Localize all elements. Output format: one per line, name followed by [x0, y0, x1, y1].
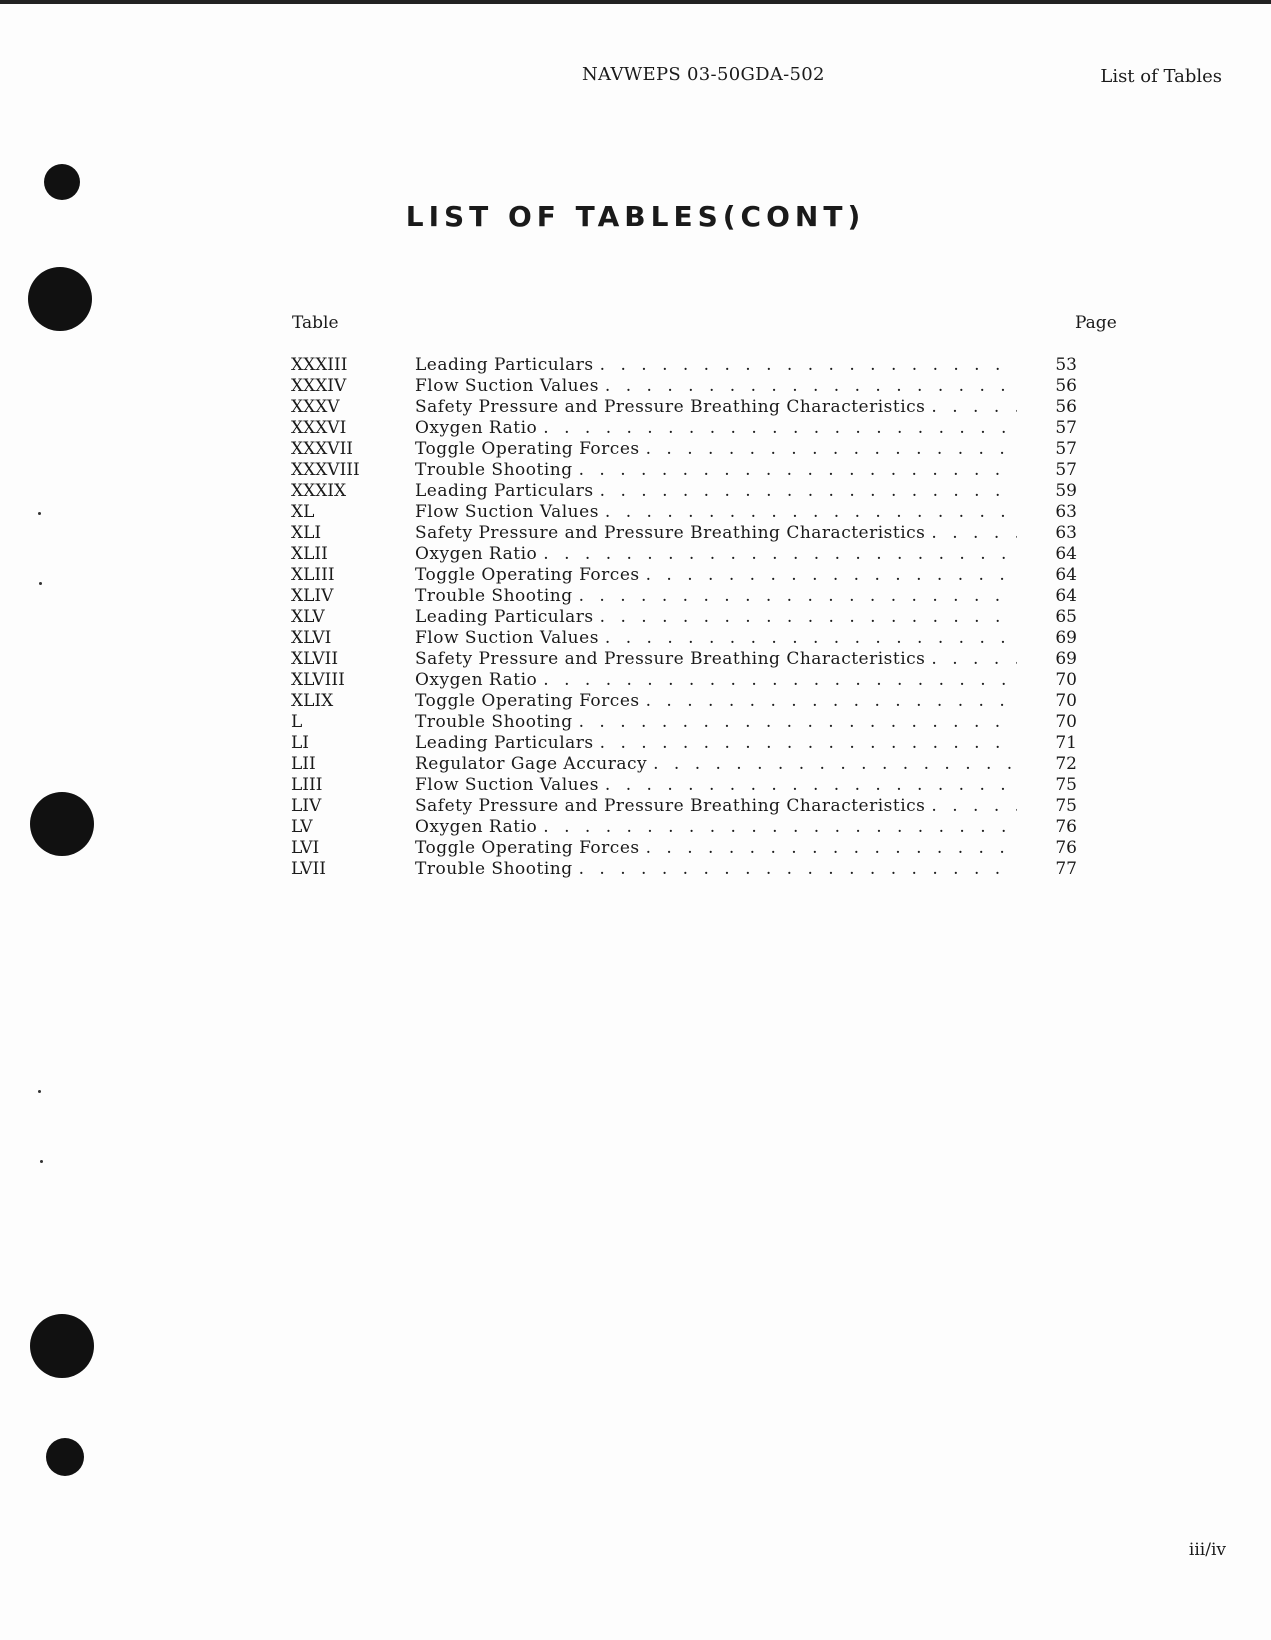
table-number: LVI — [291, 838, 320, 858]
table-title: Trouble Shooting — [415, 712, 573, 732]
dot-leader — [600, 607, 1017, 628]
dot-leader — [543, 670, 1017, 691]
table-title-cell — [415, 754, 1017, 775]
table-title: Flow Suction Values — [415, 376, 599, 396]
dot-leader — [653, 754, 1017, 775]
table-title: Toggle Operating Forces — [415, 565, 640, 585]
table-title-cell — [415, 460, 1017, 481]
table-number: LV — [291, 817, 313, 837]
table-title: Trouble Shooting — [415, 586, 573, 606]
table-number: XLVI — [291, 628, 332, 648]
table-title-cell — [415, 859, 1017, 880]
page-column-heading: Page — [1075, 313, 1117, 333]
table-number: XXXVI — [291, 418, 347, 438]
punch-hole — [44, 164, 80, 200]
dot-leader — [931, 523, 1017, 544]
table-number: XXXIX — [291, 481, 347, 501]
dot-leader — [600, 481, 1017, 502]
page-number: 70 — [1055, 670, 1077, 690]
table-number: XXXIII — [291, 355, 348, 375]
table-title-cell — [415, 481, 1017, 502]
page-number: 56 — [1055, 376, 1077, 396]
list-item — [291, 838, 1111, 859]
dot-leader — [931, 397, 1017, 418]
scan-speck — [39, 582, 42, 585]
table-title-cell — [415, 649, 1017, 670]
page-number: 77 — [1055, 859, 1077, 879]
page-number: 75 — [1055, 775, 1077, 795]
page-title: LIST OF TABLES(CONT) — [405, 200, 866, 233]
table-title-cell — [415, 418, 1017, 439]
table-number: XLV — [291, 607, 325, 627]
table-title: Flow Suction Values — [415, 502, 599, 522]
table-title-cell — [415, 817, 1017, 838]
table-title: Trouble Shooting — [415, 460, 573, 480]
list-item — [291, 439, 1111, 460]
list-item — [291, 670, 1111, 691]
top-border-rule — [0, 0, 1271, 4]
page-number: 65 — [1055, 607, 1077, 627]
table-title-cell — [415, 544, 1017, 565]
list-item — [291, 754, 1111, 775]
page-number: 76 — [1055, 817, 1077, 837]
table-title: Oxygen Ratio — [415, 670, 538, 690]
table-title-cell — [415, 796, 1017, 817]
dot-leader — [931, 649, 1017, 670]
list-item — [291, 418, 1111, 439]
list-item — [291, 397, 1111, 418]
dot-leader — [646, 565, 1017, 586]
table-title: Oxygen Ratio — [415, 418, 538, 438]
table-title: Trouble Shooting — [415, 859, 573, 879]
table-title: Safety Pressure and Pressure Breathing Characteristics — [415, 523, 926, 543]
table-title: Regulator Gage Accuracy — [415, 754, 648, 774]
list-item — [291, 607, 1111, 628]
table-number: XL — [291, 502, 315, 522]
scan-speck — [38, 1090, 41, 1093]
list-item — [291, 502, 1111, 523]
table-title-cell — [415, 691, 1017, 712]
dot-leader — [646, 439, 1017, 460]
page-number: 53 — [1055, 355, 1077, 375]
table-title: Safety Pressure and Pressure Breathing Characteristics — [415, 649, 926, 669]
page-number: 64 — [1055, 544, 1077, 564]
table-title: Toggle Operating Forces — [415, 691, 640, 711]
page-number: 64 — [1055, 565, 1077, 585]
table-title-cell — [415, 775, 1017, 796]
table-title-cell — [415, 376, 1017, 397]
dot-leader — [600, 733, 1017, 754]
list-item — [291, 628, 1111, 649]
list-item — [291, 523, 1111, 544]
dot-leader — [605, 502, 1017, 523]
table-number: LIII — [291, 775, 323, 795]
list-item — [291, 796, 1111, 817]
table-number: XLVIII — [291, 670, 345, 690]
table-title: Oxygen Ratio — [415, 817, 538, 837]
table-title-cell — [415, 712, 1017, 733]
punch-hole — [46, 1438, 84, 1476]
table-number: L — [291, 712, 303, 732]
table-title-cell — [415, 628, 1017, 649]
table-number: LVII — [291, 859, 326, 879]
dot-leader — [543, 817, 1017, 838]
table-number: XLII — [291, 544, 328, 564]
list-item — [291, 376, 1111, 397]
dot-leader — [605, 775, 1017, 796]
table-title: Toggle Operating Forces — [415, 838, 640, 858]
page-number: 72 — [1055, 754, 1077, 774]
dot-leader — [931, 796, 1017, 817]
list-item — [291, 460, 1111, 481]
dot-leader — [605, 376, 1017, 397]
dot-leader — [579, 460, 1017, 481]
page-number: 56 — [1055, 397, 1077, 417]
section-label: List of Tables — [1100, 66, 1222, 87]
page-number: 69 — [1055, 649, 1077, 669]
dot-leader — [543, 544, 1017, 565]
list-item — [291, 712, 1111, 733]
table-title-cell — [415, 607, 1017, 628]
list-item — [291, 544, 1111, 565]
table-title: Oxygen Ratio — [415, 544, 538, 564]
page-number: 59 — [1055, 481, 1077, 501]
table-number: LIV — [291, 796, 322, 816]
page-number: 70 — [1055, 712, 1077, 732]
page-number: 63 — [1055, 523, 1077, 543]
dot-leader — [579, 586, 1017, 607]
table-title: Toggle Operating Forces — [415, 439, 640, 459]
page-number: 70 — [1055, 691, 1077, 711]
page-number: 75 — [1055, 796, 1077, 816]
list-item — [291, 481, 1111, 502]
table-title-cell — [415, 355, 1017, 376]
page-folio: iii/iv — [1188, 1540, 1226, 1560]
scan-speck — [38, 512, 41, 515]
list-item — [291, 775, 1111, 796]
dot-leader — [605, 628, 1017, 649]
list-item — [291, 733, 1111, 754]
table-title: Leading Particulars — [415, 481, 594, 501]
list-item — [291, 586, 1111, 607]
list-item — [291, 355, 1111, 376]
page-number: 64 — [1055, 586, 1077, 606]
punch-hole — [28, 267, 92, 331]
page-number: 57 — [1055, 439, 1077, 459]
table-number: XXXVII — [291, 439, 354, 459]
page-number: 71 — [1055, 733, 1077, 753]
table-number: XLIV — [291, 586, 334, 606]
table-title-cell — [415, 670, 1017, 691]
dot-leader — [646, 838, 1017, 859]
table-number: XXXIV — [291, 376, 347, 396]
dot-leader — [579, 859, 1017, 880]
table-title: Flow Suction Values — [415, 628, 599, 648]
table-number: XLIII — [291, 565, 335, 585]
list-item — [291, 817, 1111, 838]
table-number: LII — [291, 754, 316, 774]
page-number: 76 — [1055, 838, 1077, 858]
list-item — [291, 565, 1111, 586]
table-number: XXXVIII — [291, 460, 360, 480]
punch-hole — [30, 1314, 94, 1378]
dot-leader — [646, 691, 1017, 712]
table-title-cell — [415, 397, 1017, 418]
table-title-cell — [415, 838, 1017, 859]
table-title-cell — [415, 733, 1017, 754]
document-number: NAVWEPS 03-50GDA-502 — [582, 64, 825, 85]
table-title-cell — [415, 565, 1017, 586]
page-number: 69 — [1055, 628, 1077, 648]
dot-leader — [600, 355, 1017, 376]
table-title-cell — [415, 586, 1017, 607]
list-item — [291, 859, 1111, 880]
dot-leader — [579, 712, 1017, 733]
list-of-tables — [291, 355, 1111, 880]
table-title-cell — [415, 502, 1017, 523]
page-number: 63 — [1055, 502, 1077, 522]
table-title: Leading Particulars — [415, 355, 594, 375]
page-number: 57 — [1055, 460, 1077, 480]
page-number: 57 — [1055, 418, 1077, 438]
table-title-cell — [415, 523, 1017, 544]
table-title: Flow Suction Values — [415, 775, 599, 795]
table-number: XLVII — [291, 649, 339, 669]
list-item — [291, 691, 1111, 712]
table-number: XLI — [291, 523, 322, 543]
table-number: XLIX — [291, 691, 334, 711]
table-number: XXXV — [291, 397, 340, 417]
table-title: Safety Pressure and Pressure Breathing Characteristics — [415, 796, 926, 816]
table-title: Leading Particulars — [415, 607, 594, 627]
table-title-cell — [415, 439, 1017, 460]
dot-leader — [543, 418, 1017, 439]
punch-hole — [30, 792, 94, 856]
scan-speck — [40, 1160, 43, 1163]
table-column-heading: Table — [292, 313, 339, 333]
table-title: Leading Particulars — [415, 733, 594, 753]
list-item — [291, 649, 1111, 670]
table-title: Safety Pressure and Pressure Breathing Characteristics — [415, 397, 926, 417]
table-number: LI — [291, 733, 310, 753]
